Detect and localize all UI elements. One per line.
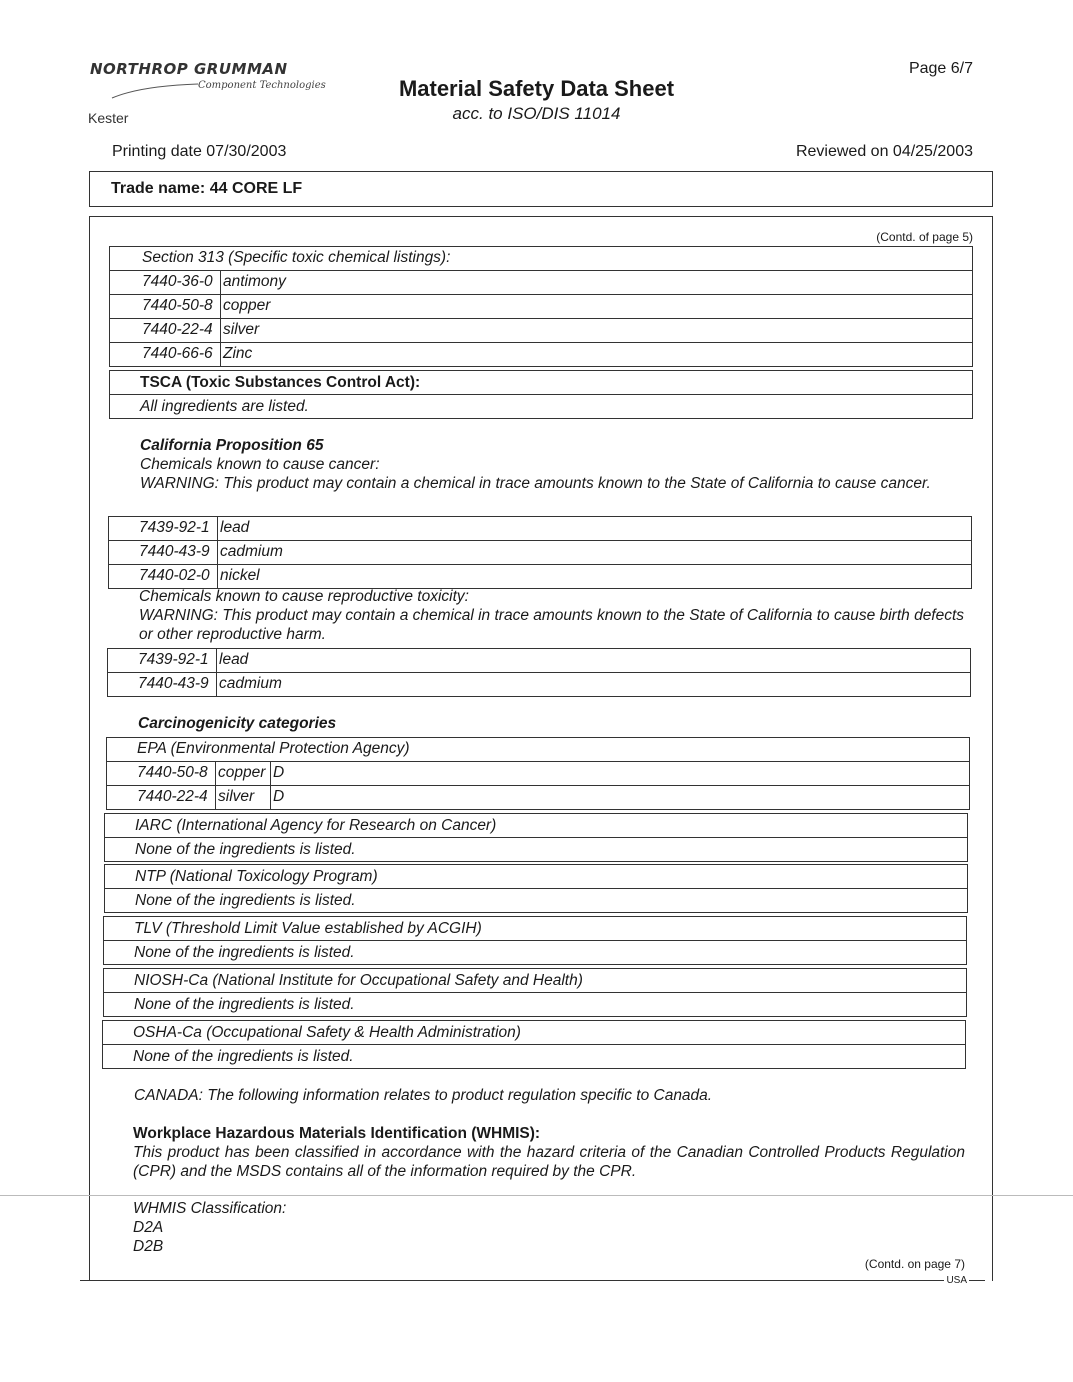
whmis-class: D2B	[133, 1238, 164, 1255]
reviewed-date: Reviewed on 04/25/2003	[795, 143, 973, 160]
cas-number: 7440-43-9	[109, 541, 218, 565]
table-row	[109, 517, 972, 541]
whmis-title: Workplace Hazardous Materials Identification (WHMIS):	[133, 1125, 541, 1142]
cancer-warning: WARNING: This product may contain a chemical in trace amounts known to the State of California to cause cancer.	[140, 475, 931, 492]
cas-number: 7440-02-0	[109, 565, 218, 589]
table-row	[110, 247, 973, 271]
table-row	[108, 673, 971, 697]
chemical-name: antimony	[221, 271, 973, 295]
iarc-title: IARC (International Agency for Research on Cancer)	[135, 817, 497, 834]
repro-heading: Chemicals known to cause reproductive toxicity:	[139, 588, 469, 605]
printing-date: Printing date 07/30/2003	[112, 143, 287, 160]
osha-title: OSHA-Ca (Occupational Safety & Health Administration)	[133, 1024, 521, 1041]
iarc-text: None of the ingredients is listed.	[105, 837, 967, 861]
table-row	[109, 565, 972, 589]
table-row	[107, 786, 970, 810]
ntp-box	[104, 864, 968, 913]
chemical-name: lead	[217, 649, 971, 673]
cas-number: 7440-22-4	[107, 786, 216, 810]
company-logo: NORTHROP GRUMMAN	[90, 60, 288, 78]
cas-number: 7440-43-9	[108, 673, 217, 697]
chemical-name: silver	[221, 319, 973, 343]
continued-on-note: (Contd. on page 7)	[864, 1257, 965, 1271]
tsca-text: All ingredients are listed.	[110, 394, 972, 418]
table-row	[107, 762, 970, 786]
whmis-text: This product has been classified in accordance with the hazard criteria of the Canadian Controlled Products Regulation (CPR) and the MSDS contains all of the information required by the CPR.	[133, 1144, 965, 1180]
tlv-text: None of the ingredients is listed.	[104, 940, 966, 964]
epa-table	[106, 737, 970, 810]
epa-title: EPA (Environmental Protection Agency)	[107, 738, 970, 762]
ntp-title: NTP (National Toxicology Program)	[135, 868, 378, 885]
footer-rule	[80, 1280, 985, 1281]
section-313-table	[109, 246, 973, 367]
cas-number: 7440-50-8	[107, 762, 216, 786]
chemical-name: copper	[216, 762, 271, 786]
iarc-box	[104, 813, 968, 862]
epa-category: D	[271, 762, 970, 786]
repro-warning: WARNING: This product may contain a chemical in trace amounts known to the State of California to cause birth defects or other reproductive harm.	[139, 607, 965, 643]
footer-country-mark: USA	[946, 1275, 967, 1286]
niosh-text: None of the ingredients is listed.	[104, 992, 966, 1016]
section-313-title: Section 313 (Specific toxic chemical listings):	[110, 247, 973, 271]
cas-number: 7440-50-8	[110, 295, 221, 319]
document-title: Material Safety Data Sheet	[398, 76, 675, 101]
chemical-name: Zinc	[221, 343, 973, 367]
table-row	[107, 738, 970, 762]
niosh-box	[103, 968, 967, 1017]
document-subtitle: acc. to ISO/DIS 11014	[452, 104, 621, 123]
repro-chemicals-table	[107, 648, 971, 697]
epa-category: D	[271, 786, 970, 810]
carcinogenicity-title: Carcinogenicity categories	[138, 715, 337, 732]
cas-number: 7439-92-1	[109, 517, 218, 541]
table-row	[110, 343, 973, 367]
cas-number: 7440-66-6	[110, 343, 221, 367]
niosh-title: NIOSH-Ca (National Institute for Occupational Safety and Health)	[134, 972, 583, 989]
chemical-name: cadmium	[217, 673, 971, 697]
cancer-chemicals-table	[108, 516, 972, 589]
tsca-box	[109, 370, 973, 419]
osha-text: None of the ingredients is listed.	[103, 1044, 965, 1068]
cancer-heading: Chemicals known to cause cancer:	[140, 456, 380, 473]
scan-divider-line	[0, 1195, 1073, 1196]
cas-number: 7440-22-4	[110, 319, 221, 343]
chemical-name: copper	[221, 295, 973, 319]
cas-number: 7439-92-1	[108, 649, 217, 673]
trade-name: Trade name: 44 CORE LF	[111, 180, 303, 197]
company-logo-subtitle: Component Technologies	[198, 80, 326, 91]
chemical-name: nickel	[218, 565, 972, 589]
table-row	[109, 541, 972, 565]
whmis-classification-label: WHMIS Classification:	[133, 1200, 287, 1217]
cas-number: 7440-36-0	[110, 271, 221, 295]
osha-box	[102, 1020, 966, 1069]
table-row	[108, 649, 971, 673]
continued-from-note: (Contd. of page 5)	[876, 230, 973, 244]
chemical-name: silver	[216, 786, 271, 810]
ntp-text: None of the ingredients is listed.	[105, 888, 967, 912]
table-row	[110, 271, 973, 295]
tsca-title: TSCA (Toxic Substances Control Act):	[140, 374, 421, 391]
canada-intro: CANADA: The following information relates to product regulation specific to Canada.	[134, 1087, 713, 1104]
prop65-title: California Proposition 65	[140, 437, 324, 454]
table-row	[110, 319, 973, 343]
page-number: Page 6/7	[908, 60, 973, 77]
whmis-class: D2A	[133, 1219, 164, 1236]
tlv-title: TLV (Threshold Limit Value established by ACGIH)	[134, 920, 482, 937]
chemical-name: lead	[218, 517, 972, 541]
company-name: Kester	[88, 110, 129, 126]
chemical-name: cadmium	[218, 541, 972, 565]
table-row	[110, 295, 973, 319]
tlv-box	[103, 916, 967, 965]
